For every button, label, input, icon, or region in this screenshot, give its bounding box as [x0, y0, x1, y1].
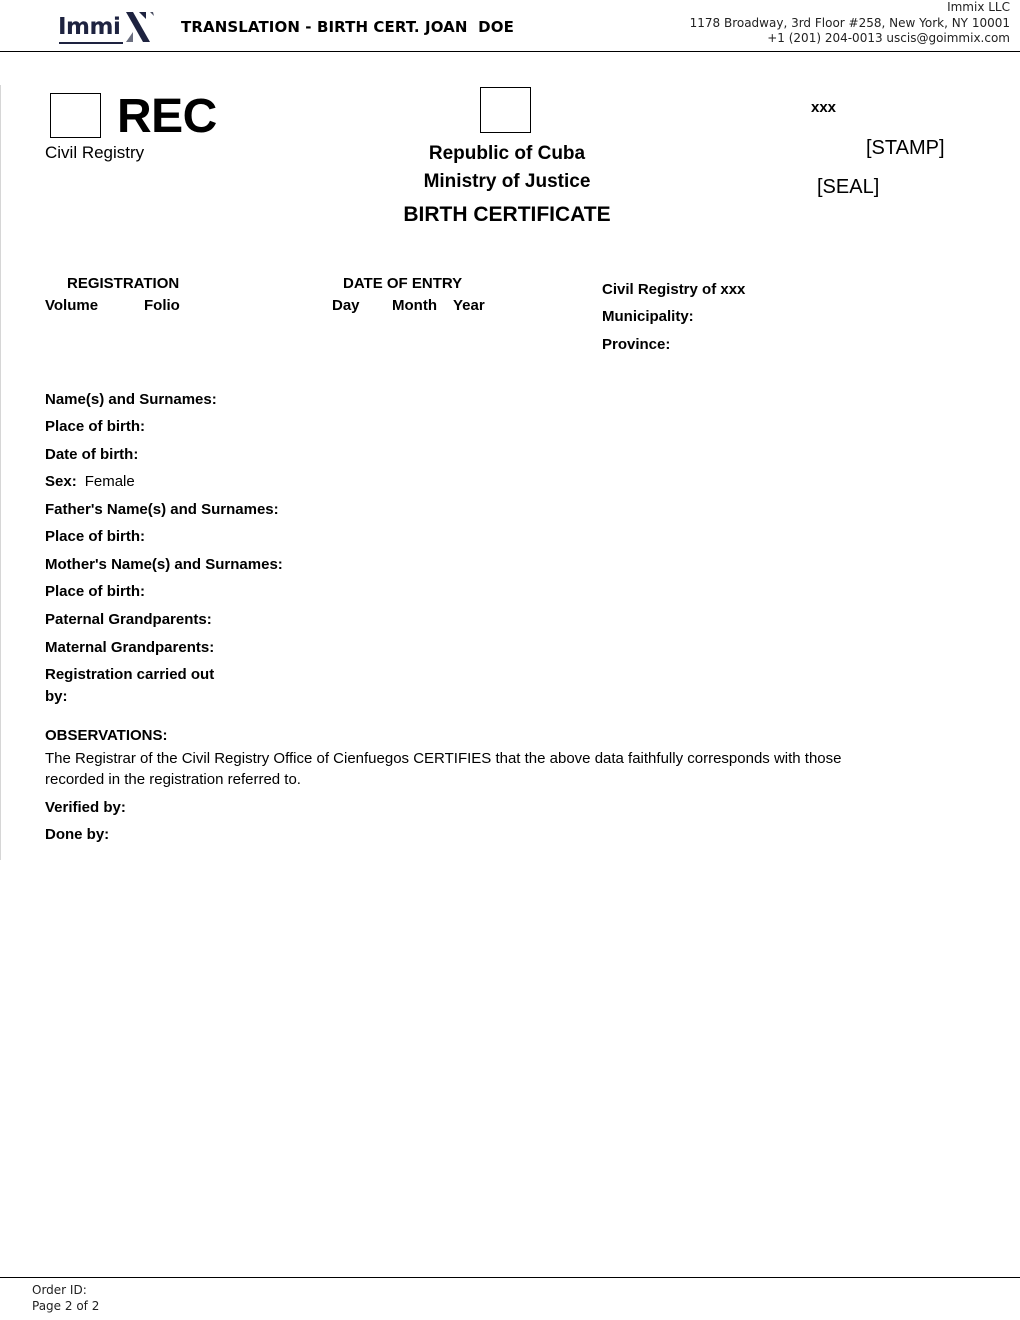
day-label: Day: [332, 297, 360, 314]
folio-label: Folio: [144, 297, 180, 314]
company-contact: +1 (201) 204-0013 uscis@goimmix.com: [767, 31, 1010, 45]
order-id: Order ID:: [32, 1283, 87, 1297]
year-label: Year: [453, 297, 485, 314]
page-number: Page 2 of 2: [32, 1299, 100, 1313]
seal-placeholder: [SEAL]: [817, 176, 880, 198]
company-address: 1178 Broadway, 3rd Floor #258, New York, NY 10001: [689, 15, 1010, 30]
father-place-field: [45, 528, 145, 545]
stamp-placeholder: [STAMP]: [866, 137, 945, 159]
sex-field: [45, 473, 135, 490]
mother-label: Mother's Name(s) and Surnames:: [45, 556, 283, 573]
month-label: Month: [392, 297, 437, 314]
maternal-grandparents-label: Maternal Grandparents:: [45, 639, 215, 656]
registration-by-label: Registration carried out by:: [45, 666, 215, 705]
mother-field: [45, 556, 283, 573]
rec-emblem-box: [50, 93, 101, 138]
civil-registry-of: Civil Registry of xxx: [602, 281, 746, 298]
logo-text: Immi: [58, 14, 121, 40]
certificate-title: BIRTH CERTIFICATE: [403, 203, 611, 226]
coat-of-arms-box: [480, 87, 531, 133]
ministry-heading: Ministry of Justice: [423, 171, 591, 192]
rec-heading: REC: [117, 90, 217, 143]
place-of-birth-label: Place of birth:: [45, 418, 146, 435]
province-label: Province:: [602, 336, 671, 353]
registration-heading: REGISTRATION: [67, 275, 180, 292]
company-name: Immix LLC: [947, 0, 1010, 14]
names-label: Name(s) and Surnames:: [45, 391, 217, 408]
sex-value: Female: [84, 473, 135, 490]
municipality-label: Municipality:: [602, 308, 694, 325]
father-place-label: Place of birth:: [45, 528, 146, 545]
date-of-birth-field: [45, 446, 138, 463]
document-title: TRANSLATION - BIRTH CERT. JOAN DOE: [181, 18, 514, 36]
done-by-label: Done by:: [45, 826, 110, 843]
registration-by-field: [45, 664, 235, 708]
paternal-grandparents-field: [45, 611, 212, 628]
volume-label: Volume: [45, 297, 99, 314]
place-of-birth-field: [45, 418, 145, 435]
maternal-grandparents-field: [45, 639, 214, 656]
header-divider: [0, 51, 1020, 52]
names-field: [45, 391, 217, 408]
left-margin-rule: [0, 85, 1, 860]
observations-text: The Registrar of the Civil Registry Office of Cienfuegos CERTIFIES that the above data faithfully corresponds with those recorded in the registration referred to.: [45, 750, 842, 788]
redacted-placeholder: xxx: [811, 99, 837, 116]
date-of-entry-heading: DATE OF ENTRY: [343, 275, 463, 292]
verified-by-label: Verified by:: [45, 799, 126, 816]
company-info: [690, 0, 1010, 47]
observations-label: OBSERVATIONS:: [45, 727, 168, 744]
republic-heading: Republic of Cuba: [428, 143, 586, 164]
footer: [32, 1282, 99, 1314]
date-of-birth-label: Date of birth:: [45, 446, 139, 463]
logo-underline: [59, 42, 123, 44]
father-field: [45, 501, 279, 518]
paternal-grandparents-label: Paternal Grandparents:: [45, 611, 212, 628]
sex-label: Sex:: [45, 473, 77, 490]
civil-registry-label: Civil Registry: [45, 143, 145, 162]
logo-x-icon: [120, 10, 160, 44]
company-logo: [58, 10, 158, 46]
mother-place-field: [45, 583, 145, 600]
footer-divider: [0, 1277, 1020, 1278]
mother-place-label: Place of birth:: [45, 583, 146, 600]
father-label: Father's Name(s) and Surnames:: [45, 501, 279, 518]
